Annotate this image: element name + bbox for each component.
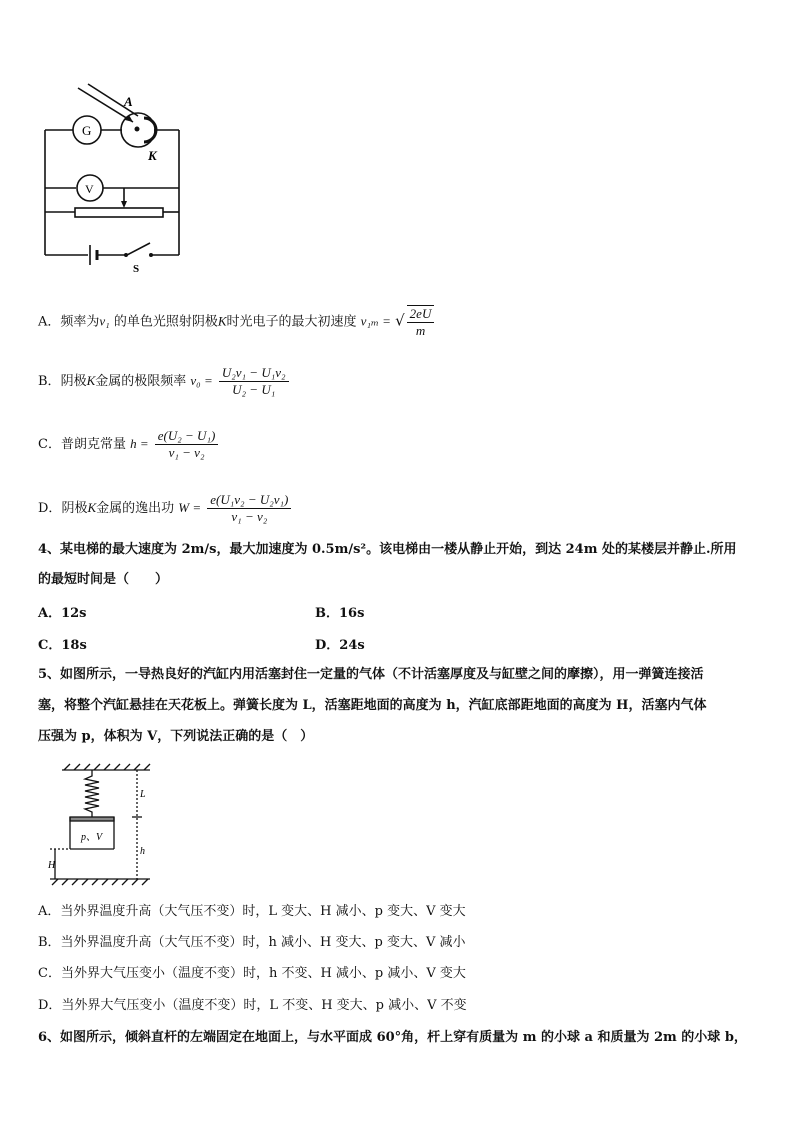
q3-option-b bbox=[38, 365, 291, 398]
q5-option-d: D．当外界大气压变小（温度不变）时，L 不变、H 变大、p 减小、V 不变 bbox=[38, 998, 467, 1013]
q4-option-a: A．12s bbox=[38, 606, 87, 621]
voltmeter-label: V bbox=[85, 182, 94, 196]
q5-stem-line1: 5、如图所示，一导热良好的汽缸内用活塞封住一定量的气体（不计活塞厚度及与缸壁之间的摩擦），用一弹簧连接活 bbox=[38, 667, 704, 682]
q3-option-d bbox=[38, 492, 293, 525]
spring-length-label: L bbox=[140, 789, 146, 800]
q5-stem-line2: 塞，将整个汽缸悬挂在天花板上。弹簧长度为 L，活塞距地面的高度为 h，汽缸底部距地面的高度为 H，活塞内气体 bbox=[38, 698, 707, 713]
fraction-denominator: v₁ − v₂ bbox=[231, 509, 268, 524]
q4-option-c: C．18s bbox=[38, 638, 87, 653]
formula-lhs: v₀ = bbox=[190, 373, 213, 388]
math-symbol: K bbox=[217, 313, 227, 329]
anode-label: A bbox=[124, 94, 133, 109]
option-text: 普朗克常量 bbox=[60, 437, 126, 452]
math-symbol: K bbox=[87, 500, 97, 515]
option-text: 金属的极限频率 bbox=[95, 374, 187, 389]
q4-option-d: D．24s bbox=[315, 638, 365, 653]
formula-lhs: h = bbox=[130, 436, 149, 451]
formula-fraction bbox=[207, 492, 291, 525]
option-text: 时光电子的最大初速度 bbox=[226, 314, 357, 330]
option-text: 阴极 bbox=[60, 374, 87, 389]
photoelectric-circuit-figure bbox=[30, 80, 190, 275]
formula-lhs: v₁ₘ = bbox=[360, 313, 391, 329]
sqrt-sign: √ bbox=[395, 311, 405, 330]
option-letter: C． bbox=[38, 437, 61, 452]
q3-option-c bbox=[38, 428, 220, 461]
q5-option-c: C．当外界大气压变小（温度不变）时，h 不变、H 减小、p 减小、V 变大 bbox=[38, 966, 466, 981]
fraction-numerator: U₂v₁ − U₁v₂ bbox=[219, 365, 289, 382]
galvanometer-label: G bbox=[82, 123, 92, 138]
math-symbol: K bbox=[86, 373, 96, 388]
fraction-numerator: e(U₂ − U₁) bbox=[155, 428, 219, 445]
q6-stem-line1: 6、如图所示，倾斜直杆的左端固定在地面上，与水平面成 60°角，杆上穿有质量为 m 的小球 a 和质量为 2m 的小球 b， bbox=[38, 1030, 747, 1045]
q4-stem-line1: 4、某电梯的最大速度为 2m/s，最大加速度为 0.5m/s²。该电梯由一楼从静止开始，到达 24m 处的某楼层并静止.所用 bbox=[38, 542, 737, 557]
formula-fraction bbox=[219, 365, 289, 398]
math-symbol: v₁ bbox=[99, 313, 110, 329]
cylinder-height-label: H bbox=[48, 860, 56, 871]
fraction-numerator: 2eU bbox=[407, 306, 435, 323]
fraction-denominator: v₁ − v₂ bbox=[168, 445, 205, 460]
q5-option-b: B．当外界温度升高（大气压不变）时，h 减小、H 变大、p 变大、V 减小 bbox=[38, 935, 466, 950]
option-letter: A． bbox=[38, 314, 61, 330]
q4-stem-line2: 的最短时间是（ ） bbox=[38, 572, 169, 587]
q5-option-a: A．当外界温度升高（大气压不变）时，L 变大、H 减小、p 变大、V 变大 bbox=[38, 904, 466, 919]
cathode-label: K bbox=[148, 148, 157, 163]
q3-option-a bbox=[38, 305, 436, 339]
switch-label: S bbox=[133, 263, 140, 275]
fraction-numerator: e(U₁v₂ − U₂v₁) bbox=[207, 492, 291, 509]
q4-option-b: B．16s bbox=[315, 606, 365, 621]
q5-stem-line3: 压强为 p，体积为 V，下列说法正确的是（ ） bbox=[38, 729, 314, 744]
option-text: 阴极 bbox=[61, 501, 88, 516]
option-letter: B． bbox=[38, 374, 61, 389]
formula-fraction bbox=[407, 305, 435, 339]
cylinder-spring-figure bbox=[40, 762, 160, 887]
option-text: 频率为 bbox=[60, 314, 100, 330]
piston-height-label: h bbox=[140, 846, 145, 857]
fraction-denominator: U₂ − U₁ bbox=[232, 382, 276, 397]
option-letter: D． bbox=[38, 501, 62, 516]
option-text: 的单色光照射阴极 bbox=[109, 314, 218, 330]
option-text: 金属的逸出功 bbox=[96, 501, 175, 516]
gas-state-label: p、V bbox=[81, 832, 103, 843]
fraction-denominator: m bbox=[415, 323, 426, 338]
formula-fraction bbox=[155, 428, 219, 461]
formula-lhs: W = bbox=[178, 500, 202, 515]
